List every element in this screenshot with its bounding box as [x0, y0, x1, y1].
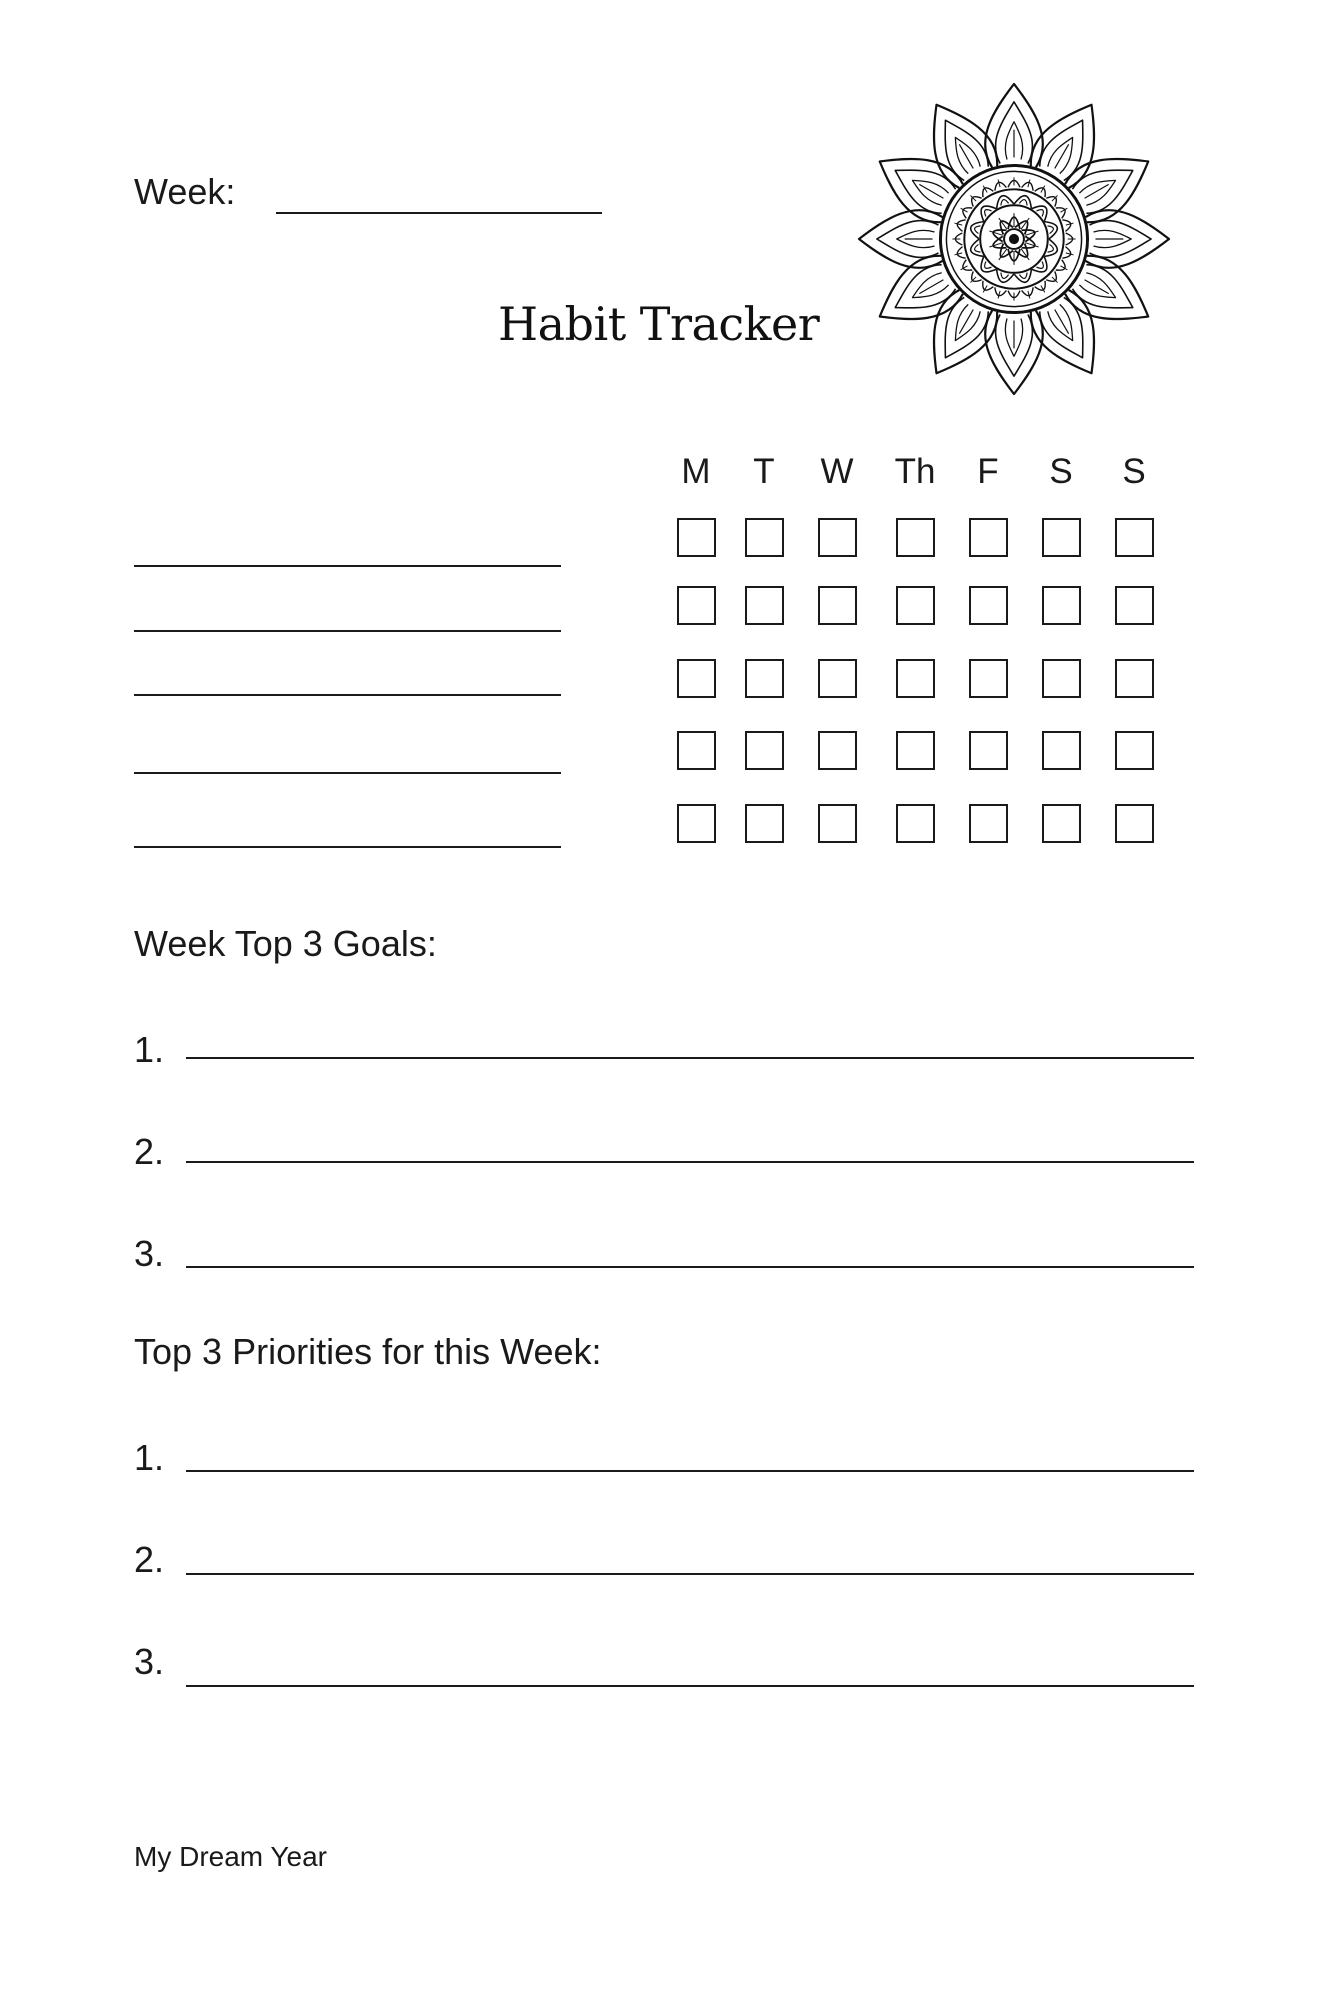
priorities-heading: Top 3 Priorities for this Week: — [134, 1331, 602, 1372]
habit-checkbox[interactable] — [745, 518, 784, 557]
habit-checkbox[interactable] — [745, 731, 784, 770]
habit-checkbox[interactable] — [745, 586, 784, 625]
goal-input-line[interactable] — [186, 1057, 1194, 1059]
habit-checkbox[interactable] — [1042, 586, 1081, 625]
habit-checkbox[interactable] — [969, 804, 1008, 843]
habit-checkbox[interactable] — [896, 659, 935, 698]
habit-checkbox[interactable] — [1042, 804, 1081, 843]
list-number: 1. — [134, 1029, 165, 1070]
habit-checkbox[interactable] — [677, 586, 716, 625]
day-header: F — [977, 452, 999, 491]
priority-input-line[interactable] — [186, 1573, 1194, 1575]
day-header: S — [1122, 452, 1146, 491]
habit-checkbox[interactable] — [969, 518, 1008, 557]
habit-checkbox[interactable] — [818, 518, 857, 557]
habit-checkbox[interactable] — [969, 731, 1008, 770]
habit-checkbox[interactable] — [969, 586, 1008, 625]
habit-checkbox[interactable] — [677, 731, 716, 770]
habit-checkbox[interactable] — [818, 804, 857, 843]
habit-name-line[interactable] — [134, 630, 561, 632]
habit-checkbox[interactable] — [677, 659, 716, 698]
list-number: 1. — [134, 1437, 165, 1478]
habit-checkbox[interactable] — [1042, 659, 1081, 698]
week-input-line[interactable] — [276, 212, 602, 214]
mandala-icon — [855, 80, 1173, 398]
habit-checkbox[interactable] — [818, 586, 857, 625]
week-label: Week: — [134, 171, 236, 212]
list-number: 3. — [134, 1641, 165, 1682]
goals-heading: Week Top 3 Goals: — [134, 923, 437, 964]
habit-checkbox[interactable] — [1042, 731, 1081, 770]
habit-checkbox[interactable] — [1115, 586, 1154, 625]
habit-checkbox[interactable] — [818, 731, 857, 770]
day-header: Th — [894, 452, 936, 491]
goal-input-line[interactable] — [186, 1266, 1194, 1268]
page-title: Habit Tracker — [498, 297, 820, 351]
habit-checkbox[interactable] — [1042, 518, 1081, 557]
list-number: 3. — [134, 1233, 165, 1274]
goal-input-line[interactable] — [186, 1161, 1194, 1163]
habit-checkbox[interactable] — [896, 586, 935, 625]
footer-brand: My Dream Year — [134, 1841, 327, 1872]
habit-checkbox[interactable] — [896, 731, 935, 770]
habit-checkbox[interactable] — [1115, 659, 1154, 698]
priority-input-line[interactable] — [186, 1685, 1194, 1687]
day-header: S — [1049, 452, 1073, 491]
priority-input-line[interactable] — [186, 1470, 1194, 1472]
habit-name-line[interactable] — [134, 694, 561, 696]
habit-checkbox[interactable] — [677, 804, 716, 843]
habit-checkbox[interactable] — [745, 804, 784, 843]
habit-checkbox[interactable] — [969, 659, 1008, 698]
habit-checkbox[interactable] — [1115, 804, 1154, 843]
habit-checkbox[interactable] — [745, 659, 784, 698]
habit-checkbox[interactable] — [896, 518, 935, 557]
habit-checkbox[interactable] — [677, 518, 716, 557]
day-header: W — [820, 452, 854, 491]
habit-checkbox[interactable] — [818, 659, 857, 698]
list-number: 2. — [134, 1539, 165, 1580]
list-number: 2. — [134, 1131, 165, 1172]
day-header: M — [681, 452, 711, 491]
habit-name-line[interactable] — [134, 846, 561, 848]
habit-checkbox[interactable] — [1115, 731, 1154, 770]
habit-name-line[interactable] — [134, 565, 561, 567]
habit-checkbox[interactable] — [896, 804, 935, 843]
day-header: T — [753, 452, 775, 491]
habit-checkbox[interactable] — [1115, 518, 1154, 557]
habit-name-line[interactable] — [134, 772, 561, 774]
